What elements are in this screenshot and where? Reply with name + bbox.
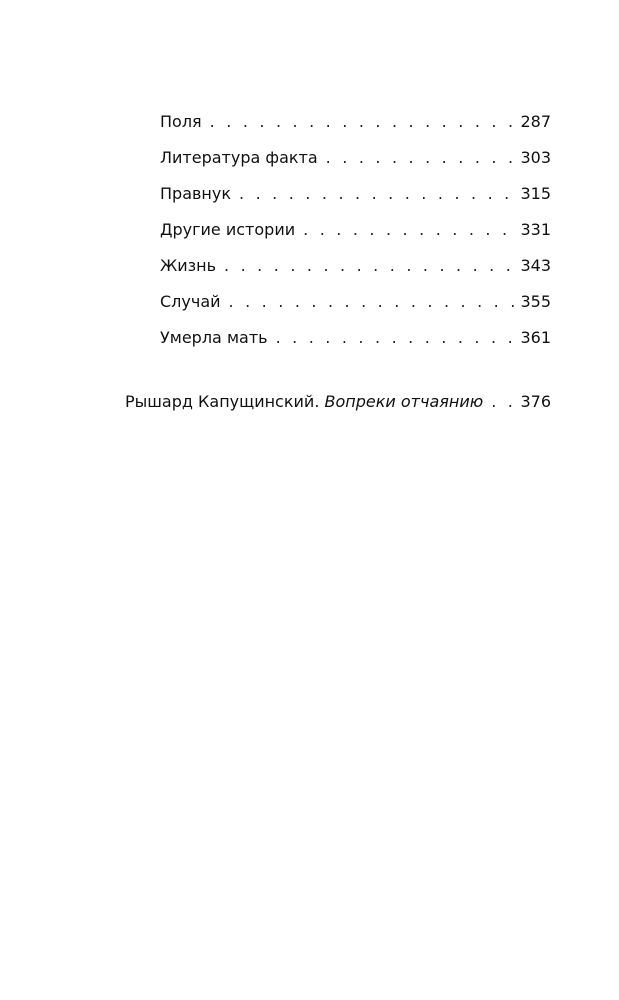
- toc-entry[interactable]: [160, 220, 551, 240]
- page-number: 331: [520, 220, 551, 239]
- toc-entry[interactable]: [160, 148, 551, 168]
- dot-leader: [224, 256, 514, 276]
- dot-leader: [239, 184, 514, 204]
- entry-title: [125, 392, 491, 412]
- page-number: 343: [520, 256, 551, 275]
- toc-entry[interactable]: [160, 292, 551, 312]
- page-number: 376: [520, 392, 551, 411]
- dot-leader: [210, 112, 515, 132]
- entry-title: Случай: [160, 292, 221, 311]
- page-number: 355: [520, 292, 551, 311]
- page-number: 315: [520, 184, 551, 203]
- toc-entry[interactable]: [160, 184, 551, 204]
- page-number: 361: [520, 328, 551, 347]
- toc-entry[interactable]: [160, 256, 551, 276]
- dot-leader: [303, 220, 514, 240]
- toc-entry-afterword[interactable]: [125, 392, 551, 412]
- toc-entry[interactable]: [160, 328, 551, 348]
- entry-title: Умерла мать: [160, 328, 268, 347]
- dot-leader: [229, 292, 515, 312]
- entry-title: Правнук: [160, 184, 232, 203]
- entry-title: Поля: [160, 112, 202, 131]
- entry-title: Другие истории: [160, 220, 296, 239]
- afterword-author: Рышард Капущинский.: [125, 392, 320, 411]
- dot-leader: [326, 148, 515, 168]
- entry-title: Жизнь: [160, 256, 217, 275]
- entry-title: Литература факта: [160, 148, 318, 167]
- dot-leader: [491, 392, 514, 412]
- dot-leader: [276, 328, 515, 348]
- page-number: 287: [520, 112, 551, 131]
- toc-entry[interactable]: [160, 112, 551, 132]
- afterword-title: Вопреки отчаянию: [324, 392, 484, 411]
- page-number: 303: [520, 148, 551, 167]
